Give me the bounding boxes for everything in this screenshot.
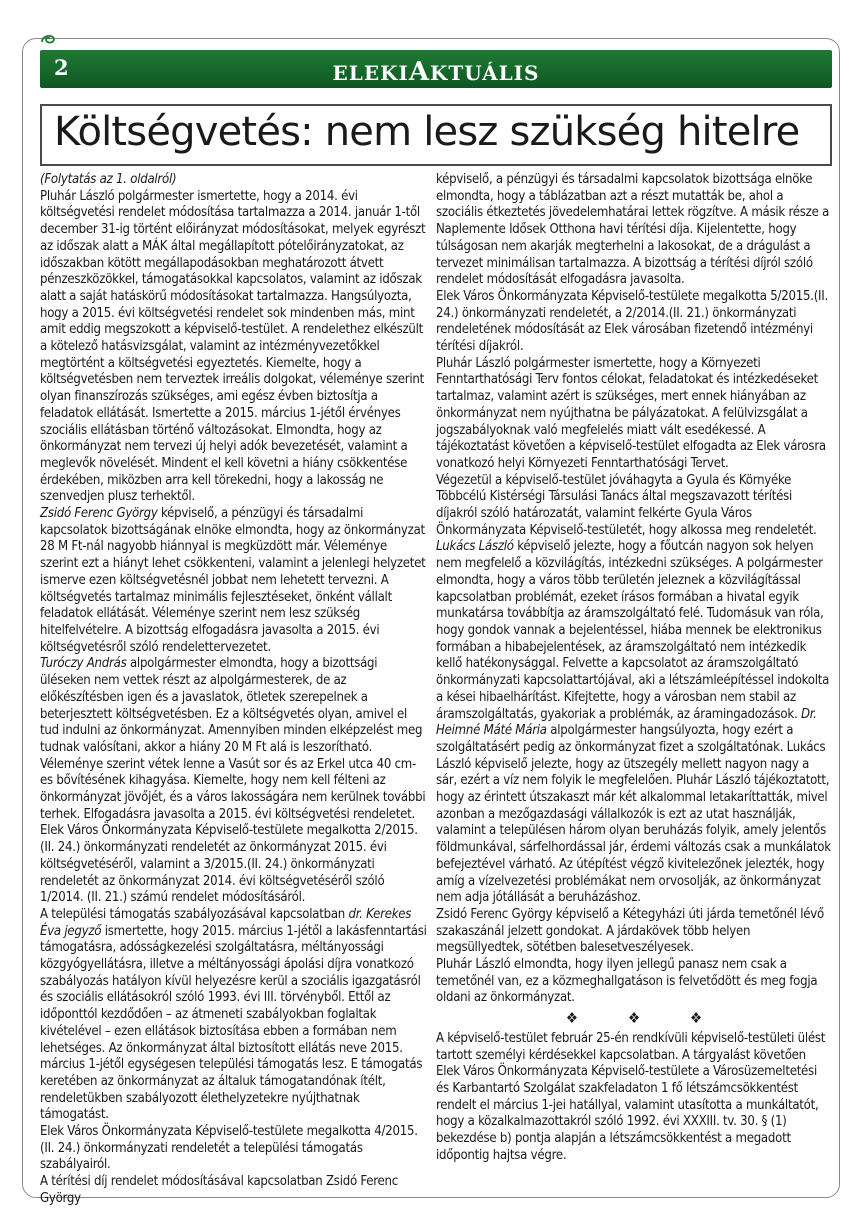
paragraph-text: ismertette, hogy 2015. március 1-jétől a lakásfenntartási támogatásra, adósságkezelési szolgáltatásra, méltányossági közgyógyellátásra, illetve a méltányossági ápolási díjra vonatkozó szabályozás hatályon kívül helyezésre kerül a szociális igazgatásról és szociális ellátásokról szóló 1993. évi III. törvényből. Ettől az időponttól kezdődően – az átmeneti szabályokban foglaltak kivételével – ezen ellátások biztosítása ebben a formában nem lehetséges. Az önkormányzat által biztosított ellátás neve 2015. március 1-jétől egységesen települési támogatás lesz. E támogatás keretében az önkormányzat az általuk támogatandónak ítélt, rendeletükben szabályozott élethelyzetekre nyújthatnak támogatást.	[40, 923, 427, 1123]
paragraph-text: alpolgármester hangsúlyozta, hogy ezért a szolgáltatásért pedig az önkormányzat fizet a szolgáltatónak. Lukács László képviselő jelezte, hogy az ütszegély mellett nagyon nagy a sár, ezért a víz nem folyik le megfelelően. Pluhár László tájékoztatott, hogy az érintett útszakaszt már két alkalommal letakaríttatták, mivel azonban a mezőgazdasági vállalkozók is ezt az utat használják, valamint a településen három olyan beruházás folyik, amely jelentős földmunkával, sárfelhordással jár, érdemi változás csak a munkálatok befejeztével várható. Az útépítést végző kivitelezőnek jelezték, hogy amíg a vízelvezetési problémákat nem orvosolják, az önkormányzat nem adja jótállását a beruházáshoz.	[436, 723, 831, 906]
masthead-rest: KTUÁLIS	[430, 61, 540, 85]
paragraph: Pluhár László polgármester ismertette, hogy a Környezeti Fenntarthatósági Terv fontos célokat, feladatokat és intézkedéseket tartalmaz, valamint azért is szükséges, mert ennek hiányában az önkormányzat nem nyújthatna be pályázatokat. A felülvizsgálat a jogszabályoknak való megfelelés miatt vált esedékessé. A tájékoztatást követően a képviselő-testület elfogadta az Elek városra vonatkozó helyi Környezeti Fenntarthatósági Tervet.	[436, 355, 826, 471]
paragraph: Elek Város Önkormányzata Képviselő-testülete megalkotta 2/2015. (II. 24.) önkormányzati rendeletét az önkormányzat 2015. évi költségvetéséről, valamint a 3/2015.(II. 24.) önkormányzati rendeletét az önkormányzat 2014. évi költségvetéséről szóló 1/2014. (II. 21.) számú rendelet módosításáról.	[40, 823, 418, 906]
person-name: dr. Kerekes Éva jegyző	[40, 906, 412, 939]
paragraph	[40, 907, 428, 1124]
paragraph-text: A települési támogatás szabályozásával kapcsolatban	[40, 906, 349, 922]
paragraph: Elek Város Önkormányzata Képviselő-testülete megalkotta 5/2015.(II. 24.) önkormányzati rendeletét, a 2/2014.(II. 21.) önkormányzati rendeletének módosítását az Elek városában fizetendő intézményi térítési díjakról.	[436, 288, 828, 355]
person-name: Lukács László	[436, 539, 514, 555]
paragraph: Pluhár László polgármester ismertette, hogy a 2014. évi költségvetési rendelet módosítása tartalmazza a 2014. január 1-től december 31-ig történt előirányzat módosításokat, melyek egyrészt az időszak alatt a MÁK által megállapított pótelőirányzatokat, az időszakban kötött megállapodásokban meghatározott átvett pénzeszközökkel, támogatásokkal kapcsolatos, valamint az időszak alatt a saját hatáskörű módosításokat tartalmazza. Hangsúlyozta, hogy a 2015. évi költségvetési rendelet sok mindenben más, mint amit eddig megszokott a képviselő-testület. A rendelethez elkészült a kötelező hatásvizsgálat, valamint az intézményvezetőkkel megtörtént a költségvetési egyeztetés. Kiemelte, hogy a költségvetésben nem terveztek irreális dolgokat, véleménye szerint olyan finanszírozás szükséges, ami egész évben biztosítja a feladatok ellátását. Ismertette a 2015. március 1-jétől érvényes szociális ellátásban történő változásokat. Elmondta, hogy az önkormányzat nem tervezi új helyi adók bevezetését, valamint a meglevők növelését. Mindent el kell követni a hiány csökkentése érdekében, miközben arra kell törekedni, hogy a lakosság ne szenvedjen plusz terhektől.	[40, 188, 426, 505]
article-column-right	[436, 172, 832, 1164]
headline: Költségvetés: nem lesz szükség hitelre	[54, 109, 800, 155]
paragraph	[436, 539, 832, 906]
swirl-logo-icon	[40, 31, 56, 47]
diamond-ornament-icon: ❖	[565, 1009, 578, 1028]
paragraph-text: alpolgármester elmondta, hogy a bizottsági üléseken nem vettek részt az alpolgármesterek, de az előkészítésben igen és a javaslatok, ötletek szerepelnek a beterjesztett költségvetésben. Ez a költségvetés olyan, amivel el tud indulni az önkormányzat. Amennyiben minden elképzelést meg tudnak valósítani, akkor a hiány 20 M Ft alá is leszorítható. Véleménye szerint vétek lenne a Vasút sor és az Erkel utca 40 cm-es bővítésének kihagyása. Kiemelte, hogy nem kell félteni az önkormányzat jövőjét, és a város lakosságára nem kerülnek további terhek. Elfogadásra javasolta a 2015. évi költségvetési rendeletet.	[40, 656, 426, 822]
person-name: Turóczy András	[40, 656, 127, 672]
diamond-ornament-icon: ❖	[627, 1009, 641, 1028]
paragraph: A térítési díj rendelet módosításával kapcsolatban Zsidó Ferenc György	[40, 1174, 398, 1206]
paragraph: Végezetül a képviselő-testület jóváhagyta a Gyula és Környéke Többcélú Kistérségi Társulási Tanács által megszavazott térítési díjakról szóló határozatát, valamint felkérte Gyula Város Önkormányzata Képviselő-testületét, hogy alkossa meg rendeletét.	[436, 472, 817, 538]
paragraph: képviselő, a pénzügyi és társadalmi kapcsolatok bizottsága elnöke elmondta, hogy a táblázatban azt a részt mutatták be, ahol a szociális étkeztetés jövedelemhatárai lettek rögzítve. A másik része a Naplemente Idősek Otthona havi térítési díja. Kijelentette, hogy túlságosan nem akarják megterhelni a lakosokat, de a drágulást a tervezet minimálisan tartalmazza. A bizottság a térítési díjról szóló rendelet módosítását elfogadásra javasolta.	[436, 172, 830, 288]
masthead-initial: A	[408, 57, 430, 87]
person-name: Dr. Heimné Máté Mária	[436, 706, 817, 739]
masthead	[40, 57, 832, 87]
person-name: Zsidó Ferenc György	[40, 506, 158, 522]
diamond-ornament-icon: ❖	[690, 1009, 703, 1028]
section-separator	[436, 1010, 832, 1027]
continued-note: (Folytatás az 1. oldalról)	[40, 172, 177, 187]
headline-box	[40, 104, 832, 166]
article-column-left	[40, 172, 428, 1208]
header-bar	[40, 50, 832, 88]
page-number: 2	[54, 55, 69, 80]
paragraph: Pluhár László elmondta, hogy ilyen jellegű panasz nem csak a temetőnél van, ez a közmeghallgatáson is felvetődött és meg fogja oldani az önkormányzat.	[436, 957, 818, 1006]
paragraph	[40, 506, 428, 656]
paragraph: A képviselő-testület február 25-én rendkívüli képviselő-testületi ülést tartott személyi kérdésekkel kapcsolatban. A tárgyalást követően Elek Város Önkormányzata Képviselő-testülete a Városüzemeltetési és Karbantartó Szolgálat szakfeladaton 1 fő létszámcsökkentést rendelt el március 1-jei hatállyal, valamint utasította a munkáltatót, hogy a közalkalmazottakról szóló 1992. évi XXXIII. tv. 30. § (1) bekezdése b) pontja alapján a létszámcsökkentést a megadott időpontig hajtsa végre.	[436, 1030, 826, 1163]
masthead-prefix: ELEKI	[332, 61, 409, 85]
paragraph	[40, 656, 428, 823]
paragraph: Elek Város Önkormányzata Képviselő-testülete megalkotta 4/2015. (II. 24.) önkormányzati rendeletét a települési támogatás szabályairól.	[40, 1124, 418, 1173]
paragraph-text: képviselő, a pénzügyi és társadalmi kapcsolatok bizottságának elnöke elmondta, hogy az önkormányzat 28 M Ft-nál nagyobb hiánnyal is megküzdött már. Véleménye szerint ezt a hiányt lehet csökkenteni, valamint a jelenlegi helyzetet ismerve ezen költségvetésnél jobbat nem lehetett tervezni. A költségvetés tartalmaz minimális fejlesztéseket, önként vállalt feladatok ellátását. Véleménye szerint nem lesz szükség hitelfelvételre. A bizottság elfogadásra javasolta a 2015. évi költségvetésről szóló rendelettervezetet.	[40, 506, 426, 655]
paragraph-text: képviselő jelezte, hogy a főutcán nagyon sok helyen nem megfelelő a közvilágítás, intézkedni szükséges. A polgármester elmondta, hogy a város több területén jeleznek a közvilágítással kapcsolatban problémát, ezeket írásos formában a hivatal egyik munkatársa továbbítja az áramszolgáltató felé. Tudomásuk van róla, hogy gondok vannak a bejelentéssel, hiába mennek be elektronikus formában a hibabejelentések, az áramszolgáltató nem intézkedik kellő hatékonysággal. Felvette a kapcsolatot az áramszolgáltató önkormányzati kapcsolattartójával, aki a létszámleépítéssel indokolta a kései hibaelhárítást. Kifejtette, hogy a városban nem stabil az áramszolgáltatás, gyakoriak a problémák, az áramingadozások.	[436, 539, 830, 722]
paragraph: Zsidó Ferenc György képviselő a Kétegyházi úti járda temetőnél lévő szakaszánál jelzett gondokat. A járdakövek több helyen megsüllyedtek, sötétben balesetveszélyesek.	[436, 906, 824, 956]
